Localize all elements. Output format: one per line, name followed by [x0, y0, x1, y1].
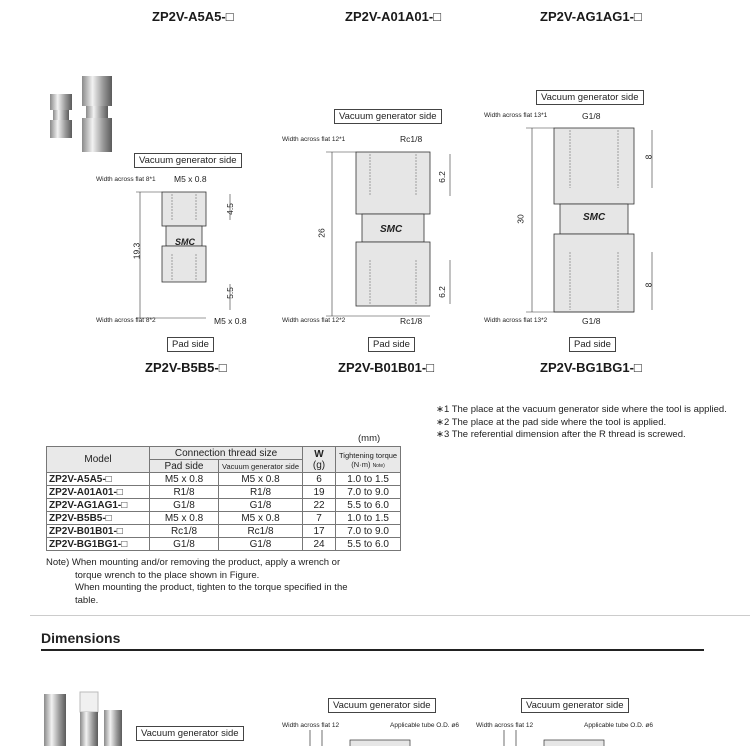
fig1-brand-logo: SMC — [175, 237, 195, 247]
footnotes — [436, 404, 727, 442]
dim-vac-label-3: Vacuum generator side — [521, 698, 629, 713]
footnote-2: ∗2 The place at the pad side where the tool is applied. — [436, 416, 667, 428]
fig1-depth-top: 4.5 — [224, 203, 235, 215]
cell-vac: G1/8 — [219, 538, 303, 551]
note-line1: When mounting and/or removing the product, apply a wrench or — [71, 557, 341, 568]
fig3-brand-logo: SMC — [583, 212, 606, 223]
cell-pad: R1/8 — [150, 486, 219, 499]
dim-waf-3: Width across flat 12 — [476, 722, 534, 729]
top-model-1: ZP2V-A5A5-□ — [152, 9, 234, 24]
fig3-waf-top: Width across flat 13*1 — [484, 112, 548, 119]
cell-torque: 1.0 to 1.5 — [336, 512, 401, 525]
fig2-waf-top: Width across flat 12*1 — [282, 136, 346, 143]
fig1-thread-top: M5 x 0.8 — [174, 174, 207, 184]
fig1-model: ZP2V-B5B5-□ — [145, 360, 227, 375]
spec-table-body — [47, 473, 401, 551]
note-line2: torque wrench to the place shown in Figure. — [75, 569, 260, 581]
fig3-depth-bottom: 8 — [643, 282, 654, 288]
fig3-drawing — [520, 118, 670, 330]
fig1-depth-bottom: 5.5 — [224, 287, 235, 299]
cell-w: 6 — [303, 473, 336, 486]
fig3-length: 30 — [515, 214, 526, 224]
cell-torque: 5.5 to 6.0 — [336, 538, 401, 551]
table-row — [47, 538, 401, 551]
cell-vac: R1/8 — [219, 486, 303, 499]
section-separator — [30, 615, 750, 616]
footnote-1: ∗1 The place at the vacuum generator side where the tool is applied. — [436, 404, 727, 415]
dimensions-title: Dimensions — [41, 630, 121, 646]
top-model-2: ZP2V-A01A01-□ — [345, 9, 442, 24]
th-conn: Connection thread size — [150, 447, 303, 460]
fig2-model: ZP2V-B01B01-□ — [338, 360, 435, 375]
fig2-depth-top: 6.2 — [436, 171, 447, 183]
cell-torque: 1.0 to 1.5 — [336, 473, 401, 486]
fig2-length: 26 — [316, 228, 327, 238]
cell-pad: M5 x 0.8 — [150, 473, 219, 486]
cell-vac: Rc1/8 — [219, 525, 303, 538]
cell-pad: M5 x 0.8 — [150, 512, 219, 525]
cell-model: ZP2V-BG1BG1-□ — [47, 538, 150, 551]
footnote-3: ∗3 The referential dimension after the R thread is screwed. — [436, 429, 686, 440]
fig3-thread-top: G1/8 — [582, 111, 601, 121]
cell-w: 7 — [303, 512, 336, 525]
th-w: W (g) — [303, 447, 336, 473]
dim-drawings-partial — [280, 730, 680, 746]
cell-pad: G1/8 — [150, 499, 219, 512]
fig2-drawing — [318, 140, 468, 335]
cell-w: 22 — [303, 499, 336, 512]
cell-model: ZP2V-A5A5-□ — [47, 473, 150, 486]
note-line3: When mounting the product, tighten to the torque specified in the — [75, 582, 348, 593]
table-unit: (mm) — [358, 433, 381, 444]
dim-tube-2: Applicable tube O.D. ø6 — [390, 722, 460, 729]
cell-model: ZP2V-B5B5-□ — [47, 512, 150, 525]
cell-pad: Rc1/8 — [150, 525, 219, 538]
cell-torque: 5.5 to 6.0 — [336, 499, 401, 512]
fig2-thread-top: Rc1/8 — [400, 134, 423, 144]
fig1-thread-bottom: M5 x 0.8 — [214, 316, 247, 326]
cell-torque: 7.0 to 9.0 — [336, 486, 401, 499]
product-photo-fittings — [44, 74, 120, 156]
cell-w: 19 — [303, 486, 336, 499]
th-vac: Vacuum generator side — [219, 460, 303, 473]
fig3-waf-bottom: Width across flat 13*2 — [484, 317, 548, 324]
cell-pad: G1/8 — [150, 538, 219, 551]
dim-waf-2: Width across flat 12 — [282, 722, 340, 729]
dim-vac-label-2: Vacuum generator side — [328, 698, 436, 713]
fig1-waf-top: Width across flat 8*1 — [96, 176, 156, 183]
fig1-length: 19.3 — [131, 242, 142, 260]
dim-vac-label-1: Vacuum generator side — [136, 726, 244, 741]
cell-vac: G1/8 — [219, 499, 303, 512]
fig2-waf-bottom: Width across flat 12*2 — [282, 317, 346, 324]
note-prefix: Note) — [46, 557, 70, 568]
table-row — [47, 512, 401, 525]
table-row — [47, 499, 401, 512]
dim-tube-3: Applicable tube O.D. ø6 — [584, 722, 654, 729]
cell-model: ZP2V-A01A01-□ — [47, 486, 150, 499]
th-pad: Pad side — [150, 460, 219, 473]
fig3-pad-label: Pad side — [569, 337, 616, 352]
note-line4: table. — [75, 594, 99, 606]
cell-model: ZP2V-B01B01-□ — [47, 525, 150, 538]
fig3-model: ZP2V-BG1BG1-□ — [540, 360, 642, 375]
fig1-waf-bottom: Width across flat 8*2 — [96, 317, 156, 324]
top-model-3: ZP2V-AG1AG1-□ — [540, 9, 642, 24]
cell-torque: 7.0 to 9.0 — [336, 525, 401, 538]
cell-w: 17 — [303, 525, 336, 538]
fig1-pad-label: Pad side — [167, 337, 214, 352]
note-block — [46, 557, 386, 607]
table-row — [47, 473, 401, 486]
spec-table — [46, 446, 401, 551]
dimensions-rule — [41, 649, 704, 651]
table-row — [47, 525, 401, 538]
fig3-thread-bottom: G1/8 — [582, 316, 601, 326]
fig2-brand-logo: SMC — [380, 224, 403, 235]
cell-vac: M5 x 0.8 — [219, 512, 303, 525]
th-model: Model — [47, 447, 150, 473]
fig2-thread-bottom: Rc1/8 — [400, 316, 423, 326]
fig2-pad-label: Pad side — [368, 337, 415, 352]
fig3-depth-top: 8 — [643, 154, 654, 160]
fig2-depth-bottom: 6.2 — [436, 286, 447, 298]
fig2-vac-label: Vacuum generator side — [334, 109, 442, 124]
cell-w: 24 — [303, 538, 336, 551]
table-row — [47, 486, 401, 499]
th-torque: Tightening torque (N·m) Note) — [336, 447, 401, 473]
cell-vac: M5 x 0.8 — [219, 473, 303, 486]
fig3-vac-label: Vacuum generator side — [536, 90, 644, 105]
fig1-vac-label: Vacuum generator side — [134, 153, 242, 168]
product-photo-push-fittings — [40, 688, 130, 746]
cell-model: ZP2V-AG1AG1-□ — [47, 499, 150, 512]
